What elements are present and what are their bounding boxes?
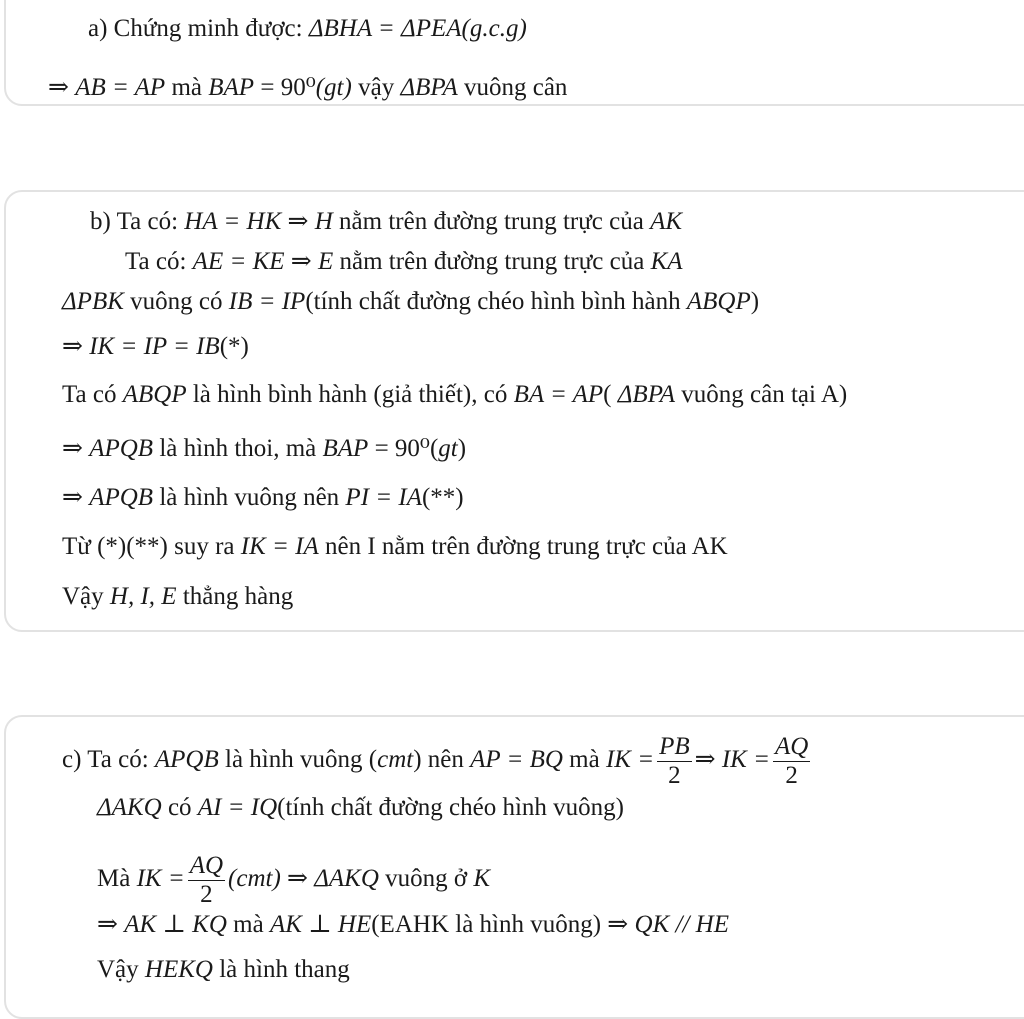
fraction-denominator: 2 [785, 762, 798, 789]
math-expression: (gt) [315, 74, 352, 101]
text: ) [457, 435, 467, 462]
text: (*) [219, 333, 249, 360]
part-a-line [88, 14, 527, 44]
part-c-line [97, 910, 729, 940]
text: nên I nằm trên đường trung trực của AK [318, 533, 728, 560]
text: vuông cân tại A) [675, 381, 848, 408]
math-expression: cmt [377, 746, 414, 774]
math-expression: HEKQ [144, 956, 213, 983]
part-b-line [62, 483, 464, 513]
part-b-line [62, 582, 293, 612]
math-expression: ΔPBK [62, 288, 124, 315]
text: là hình vuông ( [218, 746, 378, 774]
text: ⁰ [305, 74, 316, 101]
math-expression: (cmt) [228, 865, 281, 893]
fraction-numerator: AQ [774, 733, 809, 760]
text: = 90⁰( [368, 435, 439, 462]
fraction [657, 733, 692, 790]
fraction-numerator: PB [659, 733, 690, 760]
text: ⇒ [280, 865, 315, 893]
text: (**) [421, 484, 464, 511]
text: Mà [97, 865, 137, 893]
math-expression: ΔBPA [400, 74, 458, 101]
text: ( [603, 381, 618, 408]
math-expression: IK = [605, 746, 655, 774]
math-expression: IK = [721, 746, 770, 774]
math-expression: QK // HE [634, 911, 729, 938]
text: thẳng hàng [176, 583, 294, 610]
math-expression: AK ⊥ KQ [124, 911, 227, 938]
part-c-line [97, 852, 490, 909]
part-b-line [62, 434, 466, 464]
math-expression: AK [650, 208, 683, 235]
part-b-line [62, 532, 728, 562]
math-expression: IK = IP = IB [89, 333, 220, 360]
math-expression: HA = HK ⇒ H [184, 208, 333, 235]
text: mà [226, 911, 270, 938]
text: ⇒ [97, 911, 125, 938]
text: nằm trên đường trung trực của [332, 208, 651, 235]
math-expression: ΔAKQ [97, 794, 162, 821]
math-expression: ABQP [122, 381, 187, 408]
math-expression: IB = IP [228, 288, 306, 315]
part-b-line [125, 247, 683, 277]
text: vuông cân [457, 74, 568, 101]
text: ⇒ [62, 484, 90, 511]
text: = 90 [254, 74, 306, 101]
text: mà [165, 74, 209, 101]
part-b-line [62, 287, 759, 317]
math-expression: AI = IQ [197, 794, 278, 821]
text: Vậy [97, 956, 145, 983]
text: là hình bình hành (giả thiết), có [186, 381, 514, 408]
math-expression: APQB [89, 435, 154, 462]
math-expression: APQB [89, 484, 154, 511]
math-expression: AP = BQ [470, 746, 563, 774]
math-expression: ABQP [686, 288, 751, 315]
fraction [773, 733, 810, 790]
text: Ta có [62, 381, 123, 408]
math-expression: BAP [322, 435, 369, 462]
fraction-denominator: 2 [200, 881, 213, 908]
text: ⇒ [694, 746, 722, 774]
math-expression: ΔAKQ [314, 865, 379, 893]
text: nằm trên đường trung trực của [333, 248, 651, 275]
text: là hình vuông nên [153, 484, 346, 511]
text: có [161, 794, 198, 821]
text: ⇒ [62, 435, 90, 462]
math-expression: AB = AP [75, 74, 166, 101]
text: vậy [351, 74, 401, 101]
math-expression: BAP [208, 74, 255, 101]
math-expression: K [473, 865, 491, 893]
fraction-numerator: AQ [189, 852, 224, 879]
fraction-denominator: 2 [668, 762, 681, 789]
part-a-line [48, 73, 567, 103]
math-expression: KA [650, 248, 683, 275]
text: mà [562, 746, 606, 774]
math-expression: ΔBHA = ΔPEA(g.c.g) [308, 15, 527, 42]
math-expression: ΔBPA [617, 381, 676, 408]
text: ⇒ [62, 333, 90, 360]
text: b) Ta có: [90, 208, 185, 235]
math-expression: H, I, E [109, 583, 177, 610]
text: c) Ta có: [62, 746, 155, 774]
text: vuông ở [378, 865, 474, 893]
text: Từ (*)(**) suy ra [62, 533, 241, 560]
math-expression: PI = IA [345, 484, 422, 511]
math-expression: IK = IA [240, 533, 319, 560]
math-expression: gt [438, 435, 458, 462]
math-expression: AE = KE ⇒ E [192, 248, 334, 275]
text: ) [750, 288, 760, 315]
text: ⇒ [48, 74, 76, 101]
text: là hình thoi, mà [153, 435, 323, 462]
part-c-line [62, 733, 813, 790]
text: Ta có: [125, 248, 193, 275]
fraction [188, 852, 225, 909]
part-c-line [97, 793, 624, 823]
math-expression: IK = [136, 865, 185, 893]
math-expression: APQB [154, 746, 219, 774]
part-b-line [62, 332, 249, 362]
part-b-line [90, 207, 682, 237]
math-expression: AK ⊥ HE [269, 911, 372, 938]
text: Vậy [62, 583, 110, 610]
text: là hình thang [212, 956, 350, 983]
text: ) nên [413, 746, 471, 774]
text: (tính chất đường chéo hình bình hành [305, 288, 687, 315]
text: vuông có [123, 288, 229, 315]
text: (EAHK là hình vuông) ⇒ [371, 911, 635, 938]
text: a) Chứng minh được: [88, 15, 309, 42]
part-b-line [62, 380, 847, 410]
text: (tính chất đường chéo hình vuông) [277, 794, 624, 821]
part-c-line [97, 955, 350, 985]
math-expression: BA = AP [513, 381, 604, 408]
